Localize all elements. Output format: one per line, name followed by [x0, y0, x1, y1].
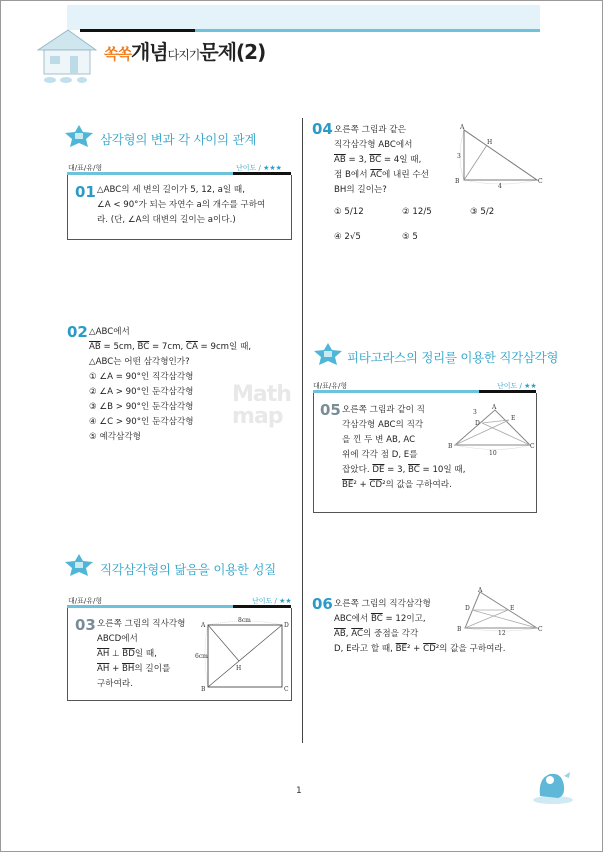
text-run: = 4일 때,: [381, 155, 422, 165]
difficulty-label: 난이도 / ★★: [497, 382, 537, 390]
text-line: [342, 448, 465, 463]
vertex-label: C: [530, 443, 535, 450]
triangle-figure: [448, 402, 535, 457]
text-run: △ABC는 어떤 삼각형인가?: [89, 357, 190, 367]
type-label: 대/표/유/형: [68, 597, 103, 605]
text-run: 에 내린 수선: [382, 170, 429, 180]
text-line: [89, 385, 251, 400]
question-number: 01: [75, 183, 96, 201]
text-run: ABC에서: [334, 614, 371, 624]
text-run: +: [109, 664, 123, 674]
vertex-label: E: [510, 605, 515, 612]
question-number: 04: [312, 120, 333, 138]
text-run: ④ ∠C > 90°인 둔각삼각형: [89, 417, 194, 427]
text-run: BH의 길이는?: [334, 185, 387, 195]
text-run: ⑤ 예각삼각형: [89, 432, 141, 442]
choice[interactable]: ③ 5/2: [470, 207, 495, 217]
vertex-label: D: [284, 622, 289, 629]
segment-notation: $\overline{BC}$: [370, 614, 383, 624]
title-prefix: 쏙쏙: [104, 45, 131, 63]
question-number: 03: [75, 616, 96, 634]
house-illustration: [30, 12, 100, 87]
question-text: [342, 403, 465, 493]
text-line: [89, 430, 251, 445]
title-main: 개념: [130, 40, 168, 64]
section-title: 삼각형의 변과 각 사이의 관계: [100, 132, 256, 147]
vertex-label: B: [201, 686, 206, 693]
vertex-label: D: [465, 605, 470, 612]
text-run: 위에 각각 점 D, E를: [342, 450, 418, 460]
segment-notation: $\overline{AH}$: [97, 664, 110, 674]
text-run: ² +: [353, 480, 370, 490]
text-line: [342, 433, 465, 448]
text-run: ,: [345, 629, 352, 639]
text-line: [97, 183, 265, 198]
text-line: [97, 677, 185, 692]
text-run: ²의 값을 구하여라.: [382, 480, 452, 490]
page-number: 1: [296, 786, 302, 796]
vertex-label: H: [487, 139, 493, 146]
text-run: 의 길이를: [134, 664, 171, 674]
vertex-label: A: [460, 124, 465, 131]
length-label: 8cm: [238, 617, 251, 624]
text-line: [342, 463, 465, 478]
header-band: [67, 5, 540, 30]
text-line: [334, 168, 429, 183]
type-label: 대/표/유/형: [313, 382, 348, 390]
vertex-label: E: [511, 415, 516, 422]
vertex-label: D: [475, 420, 480, 427]
segment-notation: $\overline{BD}$: [122, 649, 135, 659]
text-line: [342, 403, 465, 418]
text-line: [97, 662, 185, 677]
question-number: 05: [320, 401, 341, 419]
watermark-logo: Math map: [232, 382, 291, 429]
question-text: [97, 183, 265, 228]
vertex-label: B: [457, 626, 462, 633]
title-small: 다지기: [167, 48, 200, 62]
text-run: ²의 값을 구하여라.: [435, 644, 506, 654]
text-run: 직각삼각형 ABC에서: [334, 140, 413, 150]
text-run: D, E라고 할 때,: [334, 644, 396, 654]
vertex-label: B: [455, 178, 460, 185]
text-run: 각삼각형 ABC의 직각: [342, 420, 424, 430]
text-run: ABCD에서: [97, 634, 138, 644]
segment-notation: $\overline{CA}$: [185, 342, 198, 352]
text-run: = 3,: [384, 465, 409, 475]
star-icon: [64, 553, 94, 577]
text-run: 일 때,: [134, 649, 157, 659]
vertex-label: A: [478, 587, 483, 594]
page-title: [104, 36, 265, 65]
text-line: [89, 415, 251, 430]
text-line: [97, 632, 185, 647]
text-run: 오른쪽 그림과 같이 직: [342, 405, 425, 415]
question-text: [97, 617, 185, 692]
vertex-label: A: [492, 404, 497, 411]
difficulty-label: 난이도 / ★★★: [236, 164, 282, 172]
text-run: 의 중점을 각각: [362, 629, 419, 639]
text-line: [97, 213, 265, 228]
segment-notation: $\overline{CD}$: [369, 480, 383, 490]
text-run: 을 낀 두 변 AB, AC: [342, 435, 416, 445]
choice[interactable]: ④ 2√5: [334, 232, 361, 242]
text-run: ① ∠A = 90°인 직각삼각형: [89, 372, 194, 382]
text-run: 점 B에서: [334, 170, 371, 180]
question-text: [334, 123, 429, 198]
choice[interactable]: ⑤ 5: [402, 232, 418, 242]
text-line: [97, 647, 185, 662]
text-line: [334, 183, 429, 198]
text-run: △ABC에서: [89, 327, 130, 337]
question-text: [89, 325, 251, 445]
vertex-label: C: [538, 178, 543, 185]
text-run: = 5cm,: [100, 342, 138, 352]
column-divider: [302, 118, 303, 743]
text-run: ② ∠A > 90°인 둔각삼각형: [89, 387, 194, 397]
text-run: ⊥: [109, 649, 123, 659]
text-run: 구하여라.: [97, 679, 133, 689]
text-line: [97, 617, 185, 632]
segment-notation: $\overline{BH}$: [122, 664, 135, 674]
type-label: 대/표/유/형: [68, 164, 103, 172]
choice[interactable]: ① 5/12: [334, 207, 364, 217]
length-label: 10: [489, 450, 497, 457]
question-number: 02: [67, 323, 88, 341]
text-line: [89, 325, 251, 340]
segment-notation: $\overline{BC}$: [369, 155, 382, 165]
rectangle-figure: [196, 615, 290, 695]
star-icon: [64, 124, 94, 148]
length-label: 3: [457, 153, 461, 160]
length-label: 12: [498, 630, 506, 637]
difficulty-label: 난이도 / ★★: [252, 597, 292, 605]
text-run: 오른쪽 그림의 직각삼각형: [334, 599, 431, 609]
text-line: [334, 123, 429, 138]
segment-notation: $\overline{AC}$: [351, 629, 363, 639]
text-run: 라. (단, ∠A의 대변의 길이는 a이다.): [97, 215, 236, 225]
segment-notation: $\overline{BC}$: [137, 342, 150, 352]
text-line: [334, 138, 429, 153]
triangle-figure: [455, 586, 545, 636]
text-run: ² +: [406, 644, 424, 654]
segment-notation: $\overline{BC}$: [408, 465, 420, 475]
choice[interactable]: ② 12/5: [402, 207, 432, 217]
segment-notation: $\overline{AB}$: [334, 155, 346, 165]
question-number: 06: [312, 595, 333, 613]
segment-notation: $\overline{CD}$: [423, 644, 436, 654]
title-end: 문제(2): [199, 40, 266, 64]
text-run: = 7cm,: [149, 342, 186, 352]
length-label: 4: [498, 183, 502, 190]
segment-notation: $\overline{BE}$: [395, 644, 407, 654]
text-line: [342, 418, 465, 433]
star-icon: [313, 342, 343, 366]
text-run: ∠A < 90°가 되는 자연수 a의 개수를 구하여: [97, 200, 266, 210]
segment-notation: $\overline{BE}$: [342, 480, 354, 490]
vertex-label: A: [201, 622, 206, 629]
vertex-label: B: [448, 443, 453, 450]
text-run: = 12이고,: [382, 614, 426, 624]
text-run: = 9cm일 때,: [197, 342, 252, 352]
text-line: [342, 478, 465, 493]
text-run: = 10일 때,: [419, 465, 466, 475]
text-line: [89, 370, 251, 385]
text-run: △ABC의 세 변의 길이가 5, 12, a일 때,: [97, 185, 245, 195]
mascot-illustration: [528, 762, 578, 807]
section-title: 직각삼각형의 닮음을 이용한 성질: [100, 562, 276, 577]
segment-notation: $\overline{AH}$: [97, 649, 110, 659]
text-line: [97, 198, 265, 213]
text-line: [334, 642, 505, 657]
text-run: ③ ∠B > 90°인 둔각삼각형: [89, 402, 194, 412]
text-run: 잡았다.: [342, 465, 373, 475]
text-run: = 3,: [345, 155, 370, 165]
segment-notation: $\overline{AB}$: [89, 342, 101, 352]
right-triangle-figure: [452, 122, 542, 192]
segment-notation: $\overline{DE}$: [372, 465, 385, 475]
text-line: [89, 355, 251, 370]
vertex-label: H: [236, 665, 242, 672]
header-rule: [195, 29, 540, 32]
text-run: 오른쪽 그림의 직사각형: [97, 619, 186, 629]
text-line: [89, 400, 251, 415]
text-run: 오른쪽 그림과 같은: [334, 125, 406, 135]
length-label: 6cm: [195, 653, 208, 660]
segment-notation: $\overline{AC}$: [370, 170, 382, 180]
section-title: 피타고라스의 정리를 이용한 직각삼각형: [347, 350, 559, 365]
length-label: 3: [473, 409, 477, 416]
vertex-label: C: [284, 686, 289, 693]
text-line: [334, 153, 429, 168]
vertex-label: C: [538, 626, 543, 633]
text-line: [89, 340, 251, 355]
segment-notation: $\overline{AB}$: [334, 629, 346, 639]
